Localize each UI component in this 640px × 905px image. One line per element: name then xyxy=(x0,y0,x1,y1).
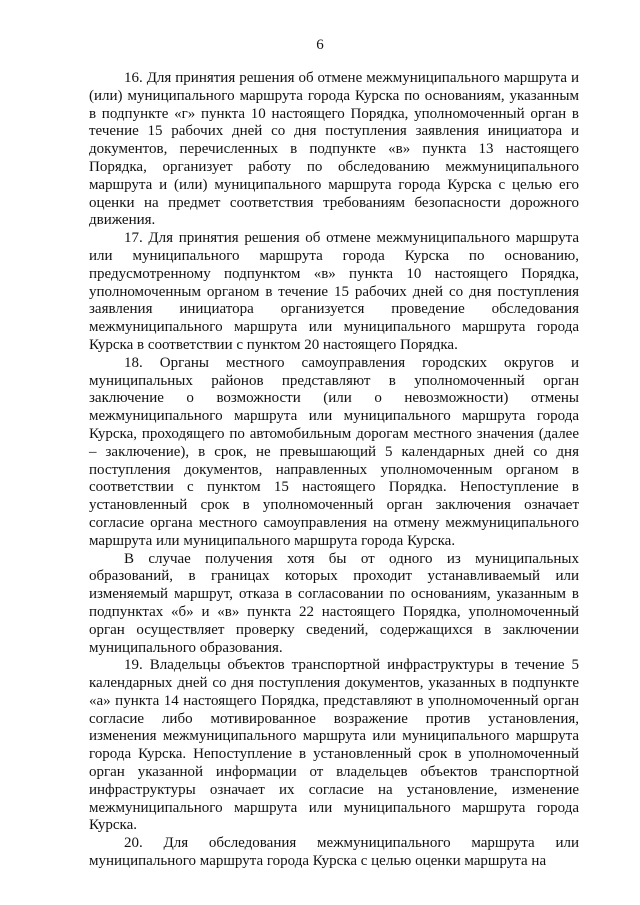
paragraph-18: 18. Органы местного самоуправления городских округов и муниципальных районов представляют в уполномоченный орган заключение о возможности (или о невозможности) отмены межмуниципального маршрута или муниципального маршрута города Курска, проходящего по автомобильным дорогам местного значения (далее – заключение), в срок, не превышающий 5 календарных дней со дня поступления документов, направленных уполномоченным органом в соответствии с пунктом 15 настоящего Порядка. Непоступление в установленный срок в уполномоченный орган заключения означает согласие органа местного самоуправления на отмену межмуниципального маршрута или муниципального маршрута города Курска. xyxy=(89,354,579,549)
paragraph-16: 16. Для принятия решения об отмене межмуниципального маршрута и (или) муниципального маршрута города Курска по основаниям, указанным в подпункте «г» пункта 10 настоящего Порядка, уполномоченный орган в течение 15 рабочих дней со дня поступления заявления инициатора и документов, перечисленных в подпункте «в» пункта 13 настоящего Порядка, организует работу по обследованию межмуниципального маршрута и (или) муниципального маршрута города Курска с целью его оценки на предмет соответствия требованиям безопасности дорожного движения. xyxy=(89,70,579,229)
paragraph-18-continuation: В случае получения хотя бы от одного из муниципальных образований, в границах которых проходит устанавливаемый или изменяемый маршрут, отказа в согласовании по основаниям, указанным в подпунктах «б» и «в» пункта 22 настоящего Порядка, уполномоченный орган осуществляет проверку сведений, содержащихся в заключении муниципального образования. xyxy=(89,550,579,656)
document-body xyxy=(89,70,579,871)
paragraph-20: 20. Для обследования межмуниципального маршрута или муниципального маршрута города Курска с целью оценки маршрута на xyxy=(89,835,579,870)
paragraph-19: 19. Владельцы объектов транспортной инфраструктуры в течение 5 календарных дней со дня поступления документов, указанных в подпункте «а» пункта 14 настоящего Порядка, представляют в уполномоченный орган согласие либо мотивированное возражение против установления, изменения межмуниципального маршрута или муниципального маршрута города Курска. Непоступление в установленный срок в уполномоченный орган указанной информации от владельцев объектов транспортной инфраструктуры означает их согласие на установление, изменение межмуниципального маршрута или муниципального маршрута города Курска. xyxy=(89,657,579,834)
paragraph-17: 17. Для принятия решения об отмене межмуниципального маршрута или муниципального маршрута города Курска по основанию, предусмотренному подпунктом «в» пункта 10 настоящего Порядка, уполномоченным органом в течение 15 рабочих дней со дня поступления заявления инициатора организуется проведение обследования межмуниципального маршрута или муниципального маршрута города Курска в соответствии с пунктом 20 настоящего Порядка. xyxy=(89,230,579,353)
page-number: 6 xyxy=(316,37,324,53)
